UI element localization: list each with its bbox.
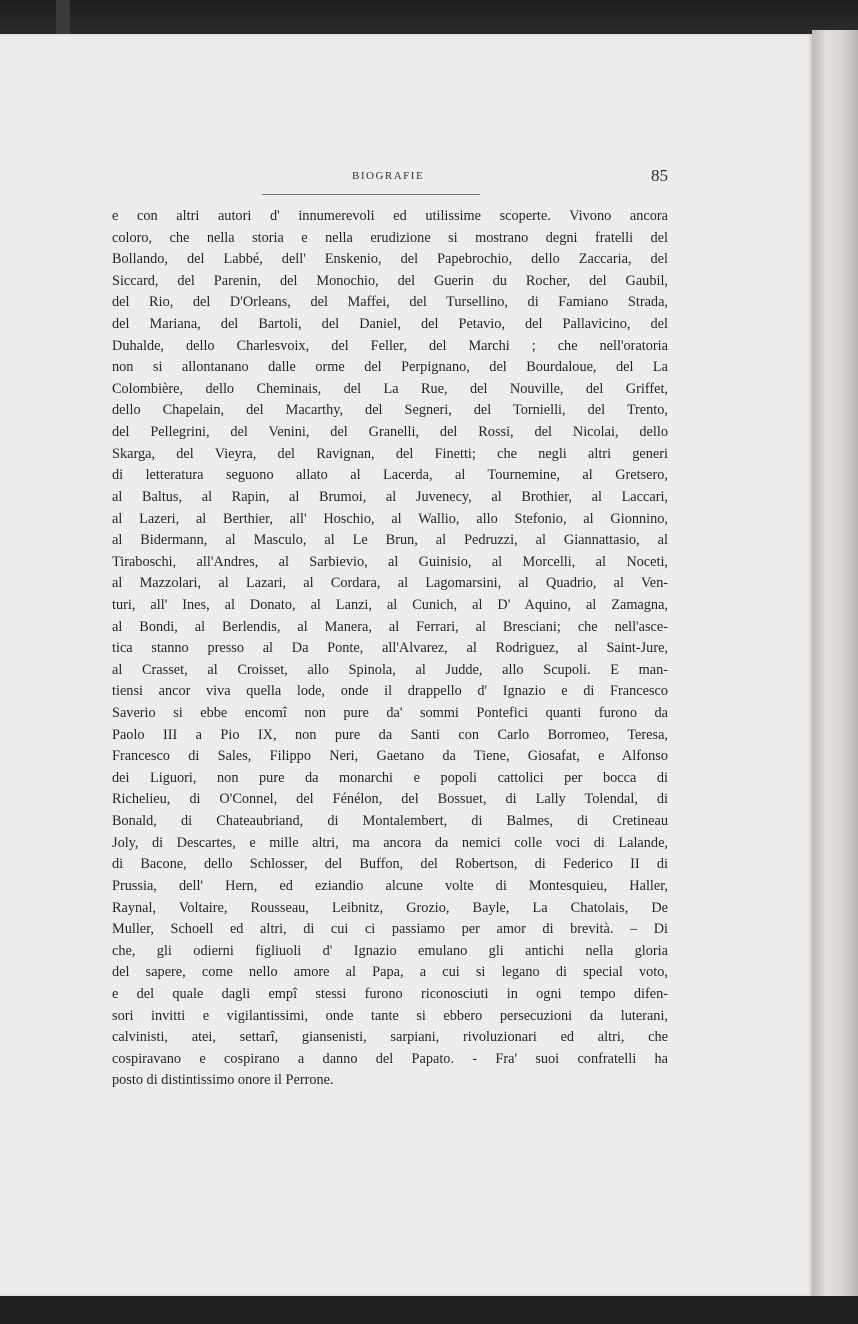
text-line: Colombière, dello Cheminais, del La Rue, del Nouville, del Griffet, — [112, 380, 668, 397]
text-line: al Baltus, al Rapin, al Brumoi, al Juvenecy, al Brothier, al Laccari, — [112, 488, 668, 505]
text-line: Raynal, Voltaire, Rousseau, Leibnitz, Grozio, Bayle, La Chatolais, De — [112, 899, 668, 916]
text-line: del Mariana, del Bartoli, del Daniel, del Petavio, del Pallavicino, del — [112, 316, 668, 333]
text-line: del Pellegrini, del Venini, del Granelli, del Rossi, del Nicolai, dello — [112, 424, 668, 441]
text-line: di letteratura seguono allato al Lacerda, al Tournemine, al Gretsero, — [112, 467, 668, 484]
text-line: e con altri autori d' innumerevoli ed utilissime scoperte. Vivono ancora — [112, 208, 668, 224]
scan-border-top — [0, 0, 858, 36]
text-line: al Bondi, al Berlendis, al Manera, al Ferrari, al Bresciani; che nell'asce- — [112, 618, 668, 635]
page-number: 85 — [651, 166, 668, 185]
text-line: al Lazeri, al Berthier, all' Hoschio, al Wallio, allo Stefonio, al Gionnino, — [112, 510, 668, 527]
text-line: Bonald, di Chateaubriand, di Montalembert, di Balmes, di Cretineau — [112, 813, 668, 830]
body-text — [112, 206, 668, 1092]
text-line: cospiravano e cospirano a danno del Papato. - Fra' suoi confratelli ha — [112, 1050, 668, 1067]
page-edge-shadow — [812, 30, 858, 1296]
text-line: Tiraboschi, all'Andres, al Sarbievio, al Guinisio, al Morcelli, al Noceti, — [112, 553, 668, 570]
text-line: Joly, di Descartes, e mille altri, ma ancora da nemici colle voci di Lalande, — [112, 834, 668, 851]
text-line: tica stanno presso al Da Ponte, all'Alvarez, al Rodriguez, al Saint-Jure, — [112, 640, 668, 657]
header-rule — [262, 194, 480, 195]
text-line: turi, all' Ines, al Donato, al Lanzi, al Cunich, al D' Aquino, al Zamagna, — [112, 596, 668, 613]
text-line: non si allontanano dalle orme del Perpignano, del Bourdaloue, del La — [112, 359, 668, 376]
text-line: del Rio, del D'Orleans, del Maffei, del Tursellino, di Famiano Strada, — [112, 294, 668, 311]
text-line: al Crasset, al Croisset, allo Spinola, al Judde, allo Scupoli. E man- — [112, 661, 668, 678]
text-line: dello Chapelain, del Macarthy, del Segneri, del Tornielli, del Trento, — [112, 402, 668, 419]
text-line: al Bidermann, al Masculo, al Le Brun, al Pedruzzi, al Giannattasio, al — [112, 532, 668, 549]
page-header — [112, 166, 668, 190]
text-line: sori invitti e vigilantissimi, onde tante si ebbero persecuzioni da luterani, — [112, 1007, 668, 1024]
text-line: di Bacone, dello Schlosser, del Buffon, del Robertson, di Federico II di — [112, 856, 668, 873]
text-line: Prussia, dell' Hern, ed eziandio alcune volte di Montesquieu, Haller, — [112, 877, 668, 894]
text-line: coloro, che nella storia e nella erudizione si mostrano degni fratelli del — [112, 229, 668, 246]
text-line: del sapere, come nello amore al Papa, a cui si legano di special voto, — [112, 964, 668, 981]
text-line: al Mazzolari, al Lazari, al Cordara, al Lagomarsini, al Quadrio, al Ven- — [112, 575, 668, 592]
text-line: tiensi ancor viva quella lode, onde il drappello d' Ignazio e di Francesco — [112, 683, 668, 700]
text-line: Siccard, del Parenin, del Monochio, del Guerin du Rocher, del Gaubil, — [112, 272, 668, 289]
text-line: posto di distintissimo onore il Perrone. — [112, 1072, 334, 1089]
running-head: BIOGRAFIE — [352, 170, 425, 182]
text-line: Richelieu, di O'Connel, del Fénélon, del Bossuet, di Lally Tolendal, di — [112, 791, 668, 808]
text-line: Saverio si ebbe encomî non pure da' sommi Pontefici quanti furono da — [112, 705, 668, 722]
text-line: Skarga, del Vieyra, del Ravignan, del Finetti; che negli altri generi — [112, 445, 668, 462]
text-line: Francesco di Sales, Filippo Neri, Gaetano da Tiene, Giosafat, e Alfonso — [112, 748, 668, 765]
text-line: che, gli odierni figliuoli d' Ignazio emulano gli antichi nella gloria — [112, 942, 668, 959]
text-line: dei Liguori, non pure da monarchi e popoli cattolici per bocca di — [112, 769, 668, 786]
text-line: Bollando, del Labbé, dell' Enskenio, del Papebrochio, dello Zaccaria, del — [112, 251, 668, 268]
text-line: Duhalde, dello Charlesvoix, del Feller, del Marchi ; che nell'oratoria — [112, 337, 668, 354]
scan-border-bottom — [0, 1296, 858, 1324]
text-line: e del quale dagli empî stessi furono riconosciuti in ogni tempo difen- — [112, 985, 668, 1002]
text-line: Paolo III a Pio IX, non pure da Santi con Carlo Borromeo, Teresa, — [112, 726, 668, 743]
text-line: calvinisti, atei, settarî, giansenisti, sarpiani, rivoluzionari ed altri, che — [112, 1029, 668, 1046]
text-line: Muller, Schoell ed altri, di cui ci passiamo per amor di brevità. – Di — [112, 921, 668, 938]
